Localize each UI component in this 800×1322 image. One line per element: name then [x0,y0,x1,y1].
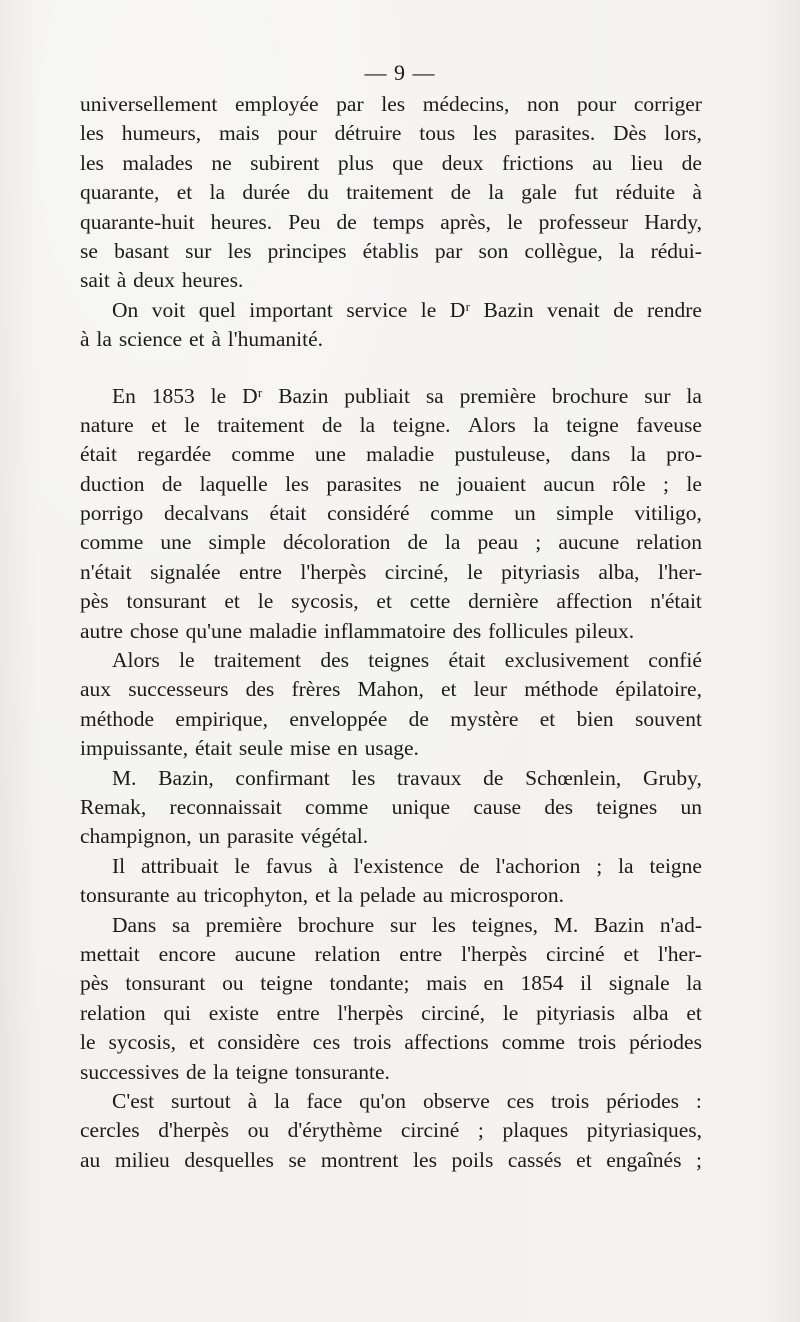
paragraph [80,646,702,764]
text-line: Dans sa première brochure sur les teignes, M. Bazin n'ad- [112,912,702,937]
paragraph [80,90,702,296]
text-line: pès tonsurant et le sycosis, et cette dernière affection n'était [80,589,702,614]
text-line: relation qui existe entre l'herpès circiné, le pityriasis alba et [80,1000,702,1025]
text-line: quarante-huit heures. Peu de temps après, le professeur Hardy, [80,209,702,234]
text-line: au milieu desquelles se montrent les poils cassés et engaînés ; [80,1147,702,1172]
text-line: tonsurante au tricophyton, et la pelade au microsporon. [80,883,565,908]
text-line: quarante, et la durée du traitement de la gale fut réduite à [80,180,702,205]
page-number: — 9 — [364,60,436,85]
text-line: En 1853 le Dʳ Bazin publiait sa première brochure sur la [112,383,702,408]
text-line: Remak, reconnaissait comme unique cause des teignes un [80,794,702,819]
text-line: à la science et à l'humanité. [80,327,324,352]
paragraph [80,1087,702,1175]
text-line: duction de laquelle les parasites ne jouaient aucun rôle ; le [80,471,702,496]
text-line: successives de la teigne tonsurante. [80,1059,390,1084]
text-line: mettait encore aucune relation entre l'herpès circiné et l'her- [80,941,702,966]
paragraph [80,764,702,852]
paragraph [80,382,702,647]
text-line: Alors le traitement des teignes était exclusivement confié [112,648,702,673]
text-line: était regardée comme une maladie pustuleuse, dans la pro- [80,442,702,467]
text-line: le sycosis, et considère ces trois affections comme trois périodes [80,1030,702,1055]
paragraph [80,911,702,1087]
text-line: pès tonsurant ou teigne tondante; mais en 1854 il signale la [80,971,702,996]
text-line: M. Bazin, confirmant les travaux de Schœnlein, Gruby, [112,765,702,790]
body-text [80,90,702,1175]
paragraph [80,296,702,355]
text-line: nature et le traitement de la teigne. Alors la teigne faveuse [80,412,702,437]
text-line: n'était signalée entre l'herpès circiné, le pityriasis alba, l'her- [80,559,702,584]
text-line: Il attribuait le favus à l'existence de l'achorion ; la teigne [112,853,702,878]
text-line: cercles d'herpès ou d'érythème circiné ; plaques pityriasiques, [80,1118,702,1143]
text-line: sait à deux heures. [80,268,244,293]
text-line: porrigo decalvans était considéré comme un simple vitiligo, [80,501,702,526]
text-line: les humeurs, mais pour détruire tous les parasites. Dès lors, [80,121,702,146]
text-line: On voit quel important service le Dʳ Bazin venait de rendre [112,297,702,322]
text-line: les malades ne subirent plus que deux frictions au lieu de [80,150,702,175]
text-line: aux successeurs des frères Mahon, et leur méthode épilatoire, [80,677,702,702]
text-line: se basant sur les principes établis par son collègue, la rédui- [80,238,702,263]
text-line: autre chose qu'une maladie inflammatoire des follicules pileux. [80,618,635,643]
text-line: méthode empirique, enveloppée de mystère et bien souvent [80,706,702,731]
text-line: comme une simple décoloration de la peau ; aucune relation [80,530,702,555]
text-line: universellement employée par les médecins, non pour corriger [80,92,702,116]
text-line: impuissante, était seule mise en usage. [80,736,419,761]
text-line: champignon, un parasite végétal. [80,824,369,849]
paragraph-gap [80,355,702,382]
paragraph [80,852,702,911]
text-line: C'est surtout à la face qu'on observe ces trois périodes : [112,1088,702,1113]
